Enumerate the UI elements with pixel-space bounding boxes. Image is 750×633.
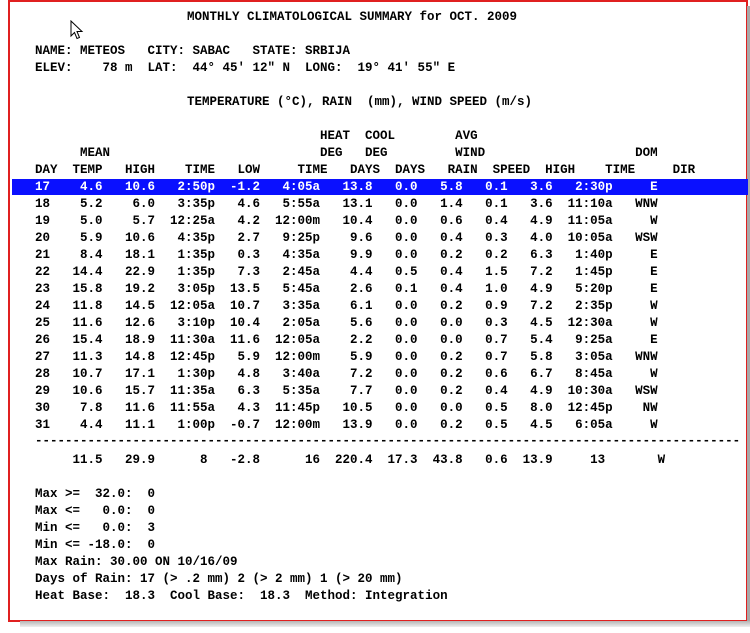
table-header-line: MEAN DEG DEG WIND DOM [35, 146, 658, 160]
table-header-line: HEAT COOL AVG [35, 129, 478, 143]
table-row[interactable]: 30 7.8 11.6 11:55a 4.3 11:45p 10.5 0.0 0.0 0.5 8.0 12:45p NW [35, 401, 658, 415]
table-row[interactable]: 19 5.0 5.7 12:25a 4.2 12:00m 10.4 0.0 0.6 0.4 4.9 11:05a W [35, 214, 658, 228]
summary-line: Max Rain: 30.00 ON 10/16/09 [35, 555, 238, 569]
table-separator: ---------------------------------------------------------------------------------------------- [35, 434, 741, 448]
table-row[interactable]: 20 5.9 10.6 4:35p 2.7 9:25p 9.6 0.0 0.4 0.3 4.0 10:05a WSW [35, 231, 658, 245]
mouse-cursor-icon [70, 20, 84, 40]
summary-line: Max >= 32.0: 0 [35, 487, 156, 501]
table-row[interactable]: 31 4.4 11.1 1:00p -0.7 12:00m 13.9 0.0 0.2 0.5 4.5 6:05a W [35, 418, 658, 432]
table-row[interactable]: 18 5.2 6.0 3:35p 4.6 5:55a 13.1 0.0 1.4 0.1 3.6 11:10a WNW [35, 197, 658, 211]
table-row[interactable]: 26 15.4 18.9 11:30a 11.6 12:05a 2.2 0.0 0.0 0.7 5.4 9:25a E [35, 333, 658, 347]
table-row[interactable]: 22 14.4 22.9 1:35p 7.3 2:45a 4.4 0.5 0.4 1.5 7.2 1:45p E [35, 265, 658, 279]
summary-line: Min <= -18.0: 0 [35, 538, 156, 552]
units-line: TEMPERATURE (°C), RAIN (mm), WIND SPEED (m/s) [187, 95, 533, 109]
location-info: ELEV: 78 m LAT: 44° 45' 12" N LONG: 19° 41' 55" E [35, 61, 456, 75]
table-row[interactable]: 23 15.8 19.2 3:05p 13.5 5:45a 2.6 0.1 0.4 1.0 4.9 5:20p E [35, 282, 658, 296]
station-info: NAME: METEOS CITY: SABAC STATE: SRBIJA [35, 44, 351, 58]
table-row[interactable]: 28 10.7 17.1 1:30p 4.8 3:40a 7.2 0.0 0.2 0.6 6.7 8:45a W [35, 367, 658, 381]
summary-line: Days of Rain: 17 (> .2 mm) 2 (> 2 mm) 1 (> 20 mm) [35, 572, 403, 586]
summary-line: Min <= 0.0: 3 [35, 521, 156, 535]
table-row[interactable]: 24 11.8 14.5 12:05a 10.7 3:35a 6.1 0.0 0.2 0.9 7.2 2:35p W [35, 299, 658, 313]
table-row[interactable]: 27 11.3 14.8 12:45p 5.9 12:00m 5.9 0.0 0.2 0.7 5.8 3:05a WNW [35, 350, 658, 364]
table-row-selected[interactable]: 17 4.6 10.6 2:50p -1.2 4:05a 13.8 0.0 5.8 0.1 3.6 2:30p E [35, 180, 658, 194]
table-header-line: DAY TEMP HIGH TIME LOW TIME DAYS DAYS RAIN SPEED HIGH TIME DIR [35, 163, 696, 177]
window-shadow-bottom [20, 621, 750, 627]
table-row[interactable]: 21 8.4 18.1 1:35p 0.3 4:35a 9.9 0.0 0.2 0.2 6.3 1:40p E [35, 248, 658, 262]
table-row[interactable]: 25 11.6 12.6 3:10p 10.4 2:05a 5.6 0.0 0.0 0.3 4.5 12:30a W [35, 316, 658, 330]
summary-line: Heat Base: 18.3 Cool Base: 18.3 Method: Integration [35, 589, 448, 603]
table-row[interactable]: 29 10.6 15.7 11:35a 6.3 5:35a 7.7 0.0 0.2 0.4 4.9 10:30a WSW [35, 384, 658, 398]
summary-line: Max <= 0.0: 0 [35, 504, 156, 518]
totals-row: 11.5 29.9 8 -2.8 16 220.4 17.3 43.8 0.6 13.9 13 W [35, 453, 666, 467]
report-title: MONTHLY CLIMATOLOGICAL SUMMARY for OCT. 2009 [187, 10, 518, 24]
